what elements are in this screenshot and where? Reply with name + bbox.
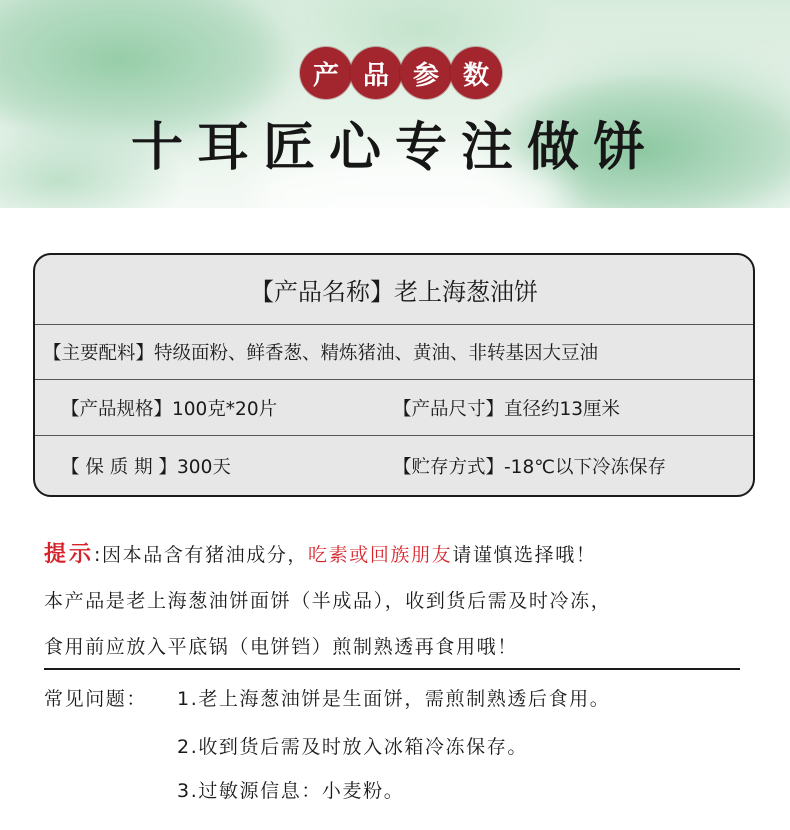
shelf-life: 【 保 质 期 】300天 bbox=[61, 456, 231, 478]
product-size: 【产品尺寸】直径约13厘米 bbox=[393, 398, 621, 420]
seal-char: 品 bbox=[350, 47, 402, 99]
faq-label: 常见问题： bbox=[44, 688, 148, 710]
faq-item: 3.过敏源信息：小麦粉。 bbox=[177, 780, 405, 802]
info-row-name bbox=[35, 255, 753, 325]
notice-line-1 bbox=[44, 532, 764, 578]
notice-warning: 吃素或回族朋友 bbox=[308, 544, 453, 566]
seal-char: 产 bbox=[300, 47, 352, 99]
ingredients: 【主要配料】特级面粉、鲜香葱、精炼猪油、黄油、非转基因大豆油 bbox=[43, 343, 599, 364]
divider bbox=[44, 668, 740, 670]
notice-line-2: 本产品是老上海葱油饼面饼（半成品），收到货后需及时冷冻， bbox=[44, 590, 612, 612]
product-spec: 【产品规格】100克*20片 bbox=[61, 398, 278, 420]
storage-method: 【贮存方式】-18℃以下冷冻保存 bbox=[393, 456, 666, 478]
product-params-seals bbox=[300, 47, 500, 99]
header-banner bbox=[0, 0, 790, 208]
info-row-shelf-storage bbox=[35, 436, 753, 495]
notice-block bbox=[44, 532, 764, 670]
notice-text: 请谨慎选择哦！ bbox=[452, 544, 597, 566]
faq-item: 1.老上海葱油饼是生面饼，需煎制熟透后食用。 bbox=[177, 688, 611, 710]
slogan: 十耳匠心专注做饼 bbox=[130, 117, 659, 178]
notice-line-3: 食用前应放入平底锅（电饼铛）煎制熟透再食用哦！ bbox=[44, 636, 518, 658]
product-name: 【产品名称】老上海葱油饼 bbox=[250, 278, 538, 306]
notice-text: :因本品含有猪油成分， bbox=[94, 544, 309, 566]
tip-label: 提示 bbox=[44, 542, 95, 567]
faq-item: 2.收到货后需及时放入冰箱冷冻保存。 bbox=[177, 736, 528, 758]
info-row-spec-size bbox=[35, 380, 753, 436]
product-info-table bbox=[33, 253, 755, 497]
info-row-ingredients bbox=[35, 325, 753, 380]
seal-char: 数 bbox=[450, 47, 502, 99]
seal-char: 参 bbox=[400, 47, 452, 99]
